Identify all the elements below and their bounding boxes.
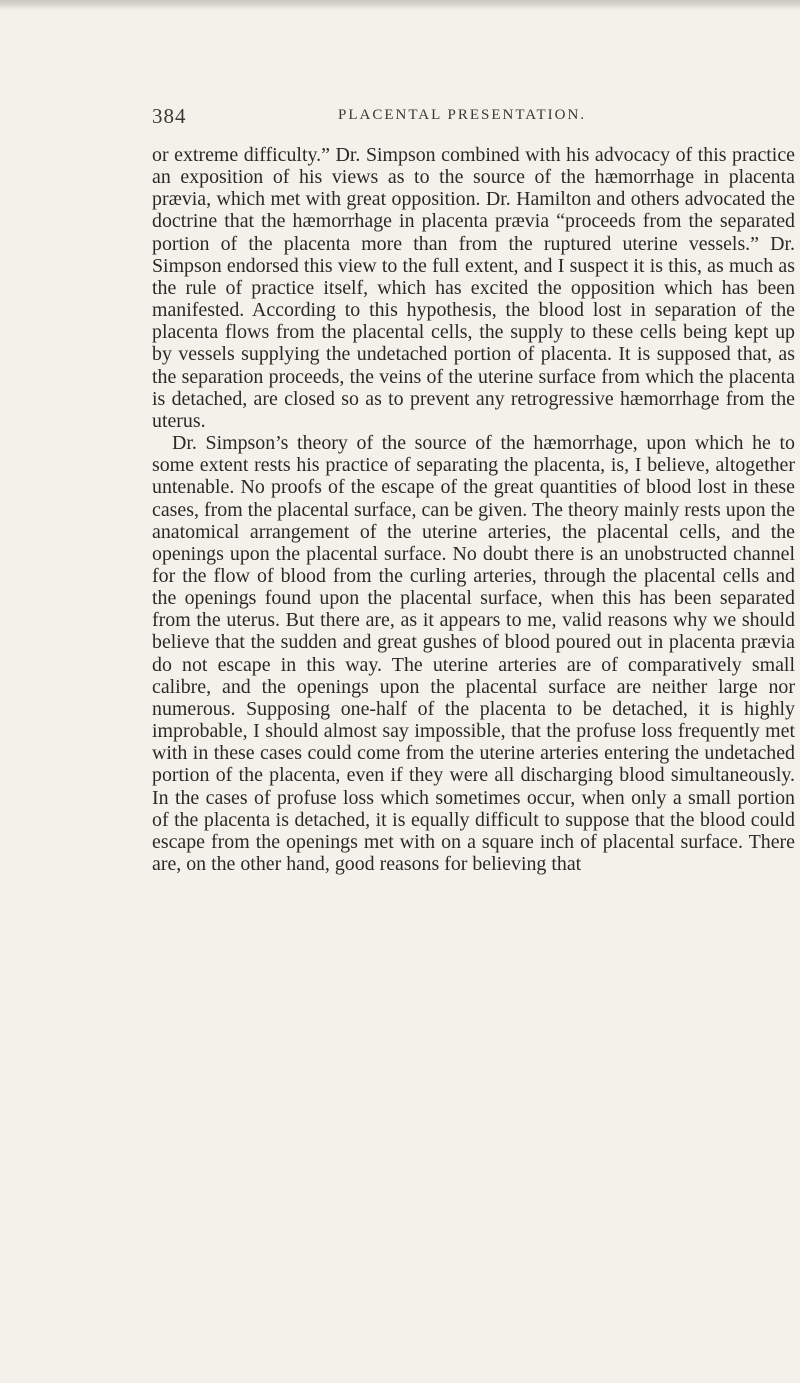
paragraph-continuation: or extreme difficulty.” Dr. Simpson combined with his advocacy of this practice an exposition of his views as to the source of the hæmorrhage in placenta prævia, which met with great opposition. Dr. Hamilton and others advocated the doctrine that the hæmorrhage in placenta prævia “proceeds from the separated portion of the placenta more than from the ruptured uterine vessels.” Dr. Simpson endorsed this view to the full extent, and I suspect it is this, as much as the rule of practice itself, which has excited the opposition which has been manifested. According to this hypothesis, the blood lost in separation of the placenta flows from the placental cells, the supply to these cells being kept up by vessels supplying the undetached portion of placenta. It is supposed that, as the separation proceeds, the veins of the uterine surface from which the placenta is detached, are closed so as to prevent any retrogressive hæmorrhage from the uterus. — [152, 144, 795, 432]
scan-top-edge — [0, 0, 800, 10]
page-body — [152, 144, 795, 875]
running-title: PLACENTAL PRESENTATION. — [338, 107, 587, 123]
page-number: 384 — [152, 104, 187, 128]
paragraph: Dr. Simpson’s theory of the source of the hæmorrhage, upon which he to some extent rests his practice of separating the placenta, is, I believe, altogether untenable. No proofs of the escape of the great quantities of blood lost in these cases, from the placental surface, can be given. The theory mainly rests upon the anatomical arrangement of the uterine arteries, the placental cells, and the openings upon the placental surface. No doubt there is an unobstructed channel for the flow of blood from the curling arteries, through the placental cells and the openings found upon the placental surface, when this has been separated from the uterus. But there are, as it appears to me, valid reasons why we should believe that the sudden and great gushes of blood poured out in placenta prævia do not escape in this way. The uterine arteries are of comparatively small calibre, and the openings upon the placental surface are neither large nor numerous. Supposing one-half of the placenta to be detached, it is highly improbable, I should almost say impossible, that the profuse loss frequently met with in these cases could come from the uterine arteries entering the undetached portion of the placenta, even if they were all discharging blood simultaneously. In the cases of profuse loss which sometimes occur, when only a small portion of the placenta is detached, it is equally difficult to suppose that the blood could escape from the openings met with on a square inch of placental surface. There are, on the other hand, good reasons for believing that — [152, 432, 795, 875]
page-header — [0, 104, 800, 134]
